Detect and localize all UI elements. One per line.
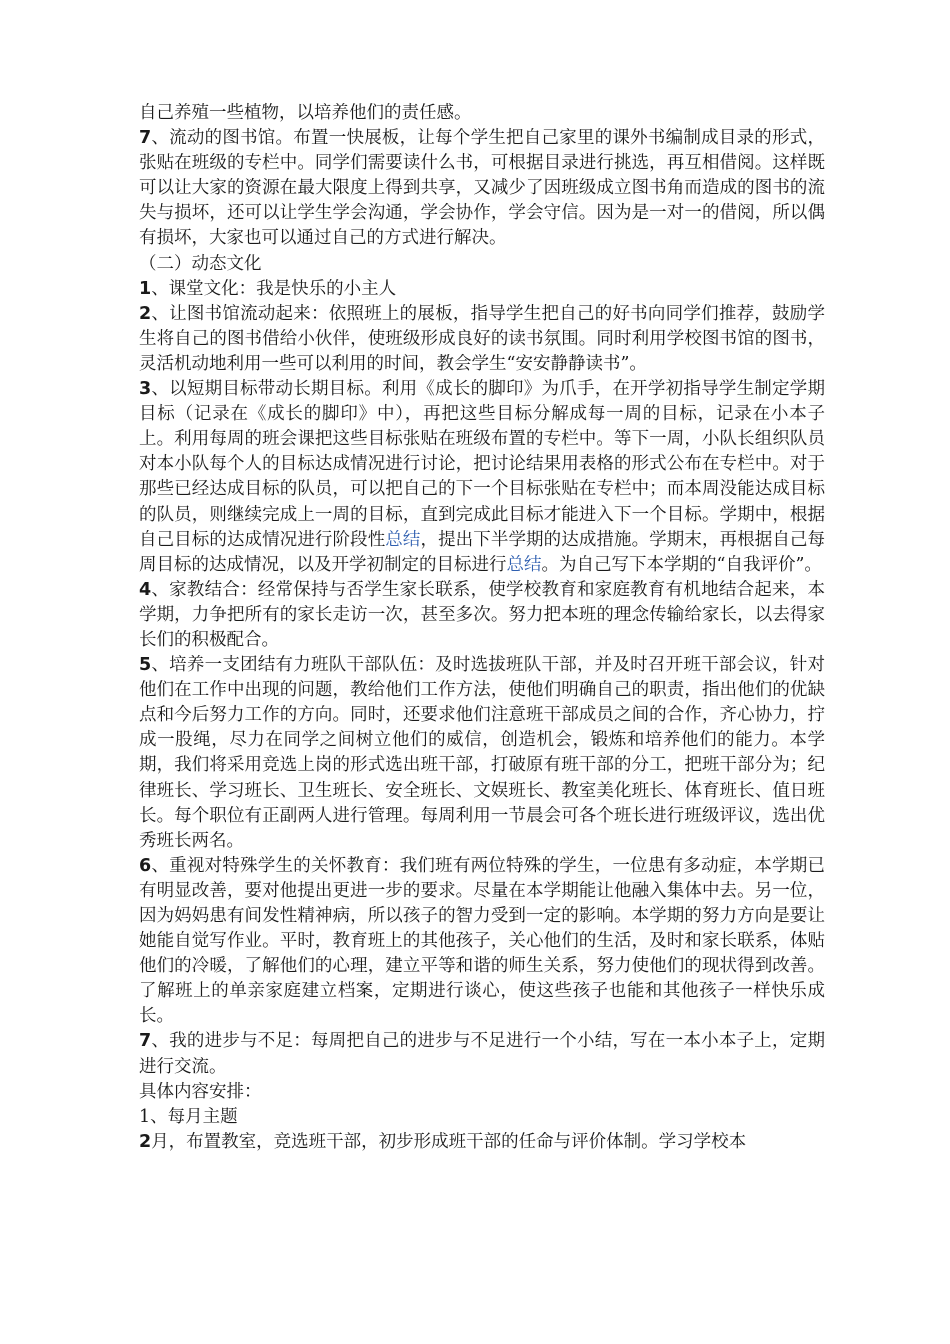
summary-link[interactable]: 总结 <box>385 529 421 550</box>
paragraph-library-flow <box>139 302 825 377</box>
paragraph-text: 、课堂文化：我是快乐的小主人 <box>151 278 397 299</box>
item-number: 7 <box>139 128 152 149</box>
item-number: 3 <box>139 379 152 400</box>
paragraph-text: ，提出下半学期的达成措施。学期末，再根据自己每周目标的达成情况，以及开学初制定的目标进行 <box>139 529 826 575</box>
item-number: 2 <box>139 303 152 324</box>
summary-link[interactable]: 总结 <box>506 554 542 575</box>
paragraph-february <box>139 1130 825 1155</box>
heading-schedule <box>139 1080 825 1105</box>
item-number: 1 <box>139 278 152 299</box>
item-number: 7 <box>139 1031 152 1052</box>
paragraph-text: 、家教结合：经常保持与否学生家长联系，使学校教育和家庭教育有机地结合起来，本学期，力争把所有的家长走访一次，甚至多次。努力把本班的理念传输给家长，以去得家长们的积极配合。 <box>139 579 825 650</box>
paragraph-plants <box>139 101 825 126</box>
paragraph-text: 、重视对特殊学生的关怀教育：我们班有两位特殊的学生，一位患有多动症，本学期已有明显改善，要对他提出更进一步的要求。尽量在本学期能让他融入集体中去。另一位，因为妈妈患有间发性精神病，所以孩子的智力受到一定的影响。本学期的努力方向是要让她能自觉写作业。平时，教育班上的其他孩子，关心他们的生活，及时和家长联系，体贴他们的冷暖，了解他们的心理，建立平等和谐的师生关系，努力使他们的现状得到改善。了解班上的单亲家庭建立档案，定期进行谈心，使这些孩子也能和其他孩子一样快乐成长。 <box>139 855 825 1027</box>
paragraph-class-cadres <box>139 653 825 854</box>
paragraph-text: 、培养一支团结有力班队干部队伍：及时选拔班队干部，并及时召开班干部会议，针对他们在工作中出现的问题，教给他们工作方法，使他们明确自己的职责，指出他们的优缺点和今后努力工作的方向。同时，还要求他们注意班干部成员之间的合作，齐心协力，拧成一股绳，尽力在同学之间树立他们的威信，创造机会，锻炼和培养他们的能力。本学期，我们将采用竞选上岗的形式选出班干部，打破原有班干部的分工，把班干部分为；纪律班长、学习班长、卫生班长、安全班长、文娱班长、教室美化班长、体育班长、值日班长。每个职位有正副两人进行管理。每周利用一节晨会可各个班长进行班级评议，选出优秀班长两名。 <box>139 655 825 851</box>
paragraph-short-term-goals <box>139 377 825 578</box>
document-page <box>139 101 825 1155</box>
paragraph-text: 、流动的图书馆。布置一快展板，让每个学生把自己家里的课外书编制成目录的形式，张贴在班级的专栏中。同学们需要读什么书，可根据目录进行挑选，再互相借阅。这样既可以让大家的资源在最大限度上得到共享，又减少了因班级成立图书角而造成的图书的流失与损坏，还可以让学生学会沟通，学会协作，学会守信。因为是一对一的借阅，所以偶有损坏，大家也可以通过自己的方式进行解决。 <box>139 128 825 249</box>
paragraph-text: 、以短期目标带动长期目标。利用《成长的脚印》为爪手，在开学初指导学生制定学期目标（记录在《成长的脚印》中），再把这些目标分解成每一周的目标，记录在小本子上。利用每周的班会课把这些目标张贴在班级布置的专栏中。等下一周，小队长组织队员对本小队每个人的目标达成情况进行讨论，把讨论结果用表格的形式公布在专栏中。对于那些已经达成目标的队员，可以把自己的下一个目标张贴在专栏中；而本周没能达成目标的队员，则继续完成上一周的目标，直到完成此目标才能进入下一个目标。学期中，根据自己目标的达成情况进行阶段性 <box>139 379 825 550</box>
paragraph-text: （二）动态文化 <box>139 253 262 274</box>
item-number: 2 <box>139 1131 152 1152</box>
paragraph-text: 月，布置教室，竞选班干部，初步形成班干部的任命与评价体制。学习学校本 <box>151 1131 747 1152</box>
item-number: 4 <box>139 579 152 600</box>
paragraph-text: 、我的进步与不足：每周把自己的进步与不足进行一个小结，写在一本小本子上，定期进行交流。 <box>139 1031 825 1077</box>
paragraph-text: 、让图书馆流动起来：依照班上的展板，指导学生把自己的好书向同学们推荐，鼓励学生将自己的图书借给小伙伴，使班级形成良好的读书氛围。同时利用学校图书馆的图书，灵活机动地利用一些可以利用的时间，教会学生“安安静静读书”。 <box>139 303 825 374</box>
heading-monthly-theme <box>139 1105 825 1130</box>
paragraph-progress <box>139 1029 825 1079</box>
paragraph-special-students <box>139 854 825 1030</box>
section-heading-dynamic-culture <box>139 252 825 277</box>
paragraph-home-school <box>139 578 825 653</box>
item-number: 6 <box>139 855 152 876</box>
paragraph-text: 自己养殖一些植物，以培养他们的责任感。 <box>139 103 472 123</box>
paragraph-mobile-library <box>139 126 825 251</box>
paragraph-text: 。为自己写下本学期的“自我评价”。 <box>541 554 822 575</box>
paragraph-classroom-culture <box>139 277 825 302</box>
paragraph-text: 1、每月主题 <box>139 1106 238 1127</box>
item-number: 5 <box>139 655 152 676</box>
paragraph-text: 具体内容安排： <box>139 1081 262 1102</box>
